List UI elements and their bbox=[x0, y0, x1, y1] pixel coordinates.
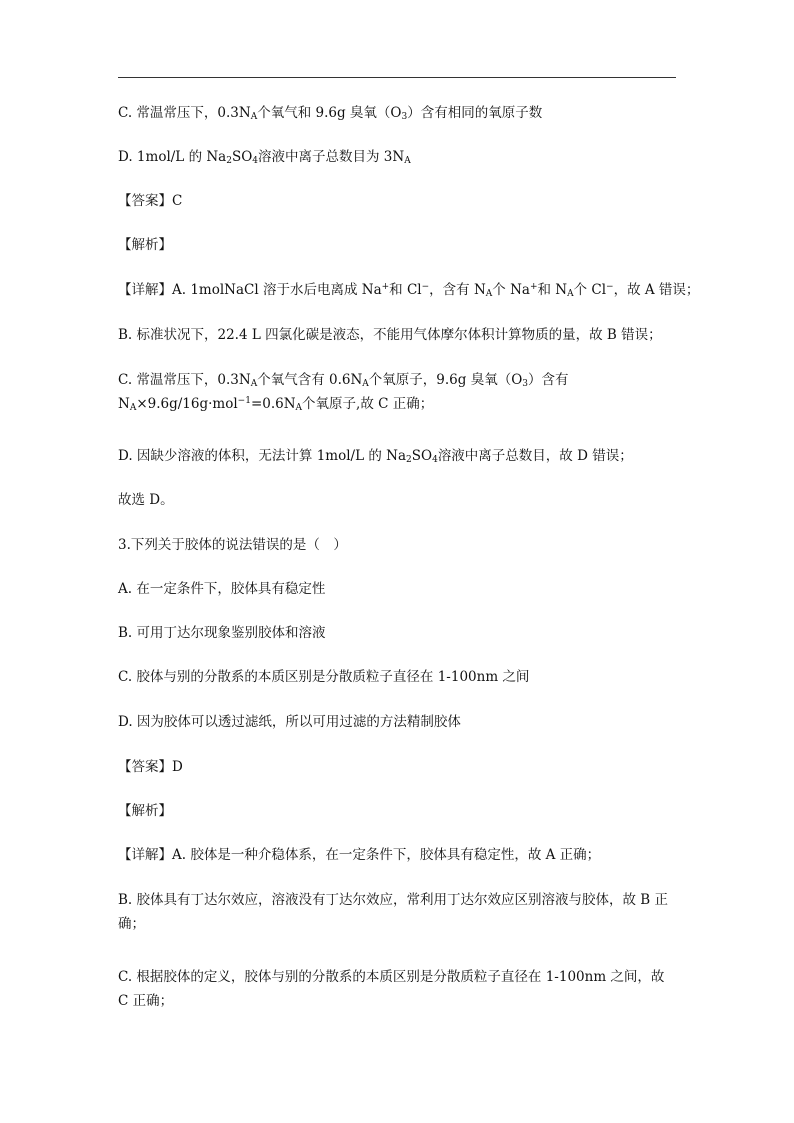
q2-option-d: D. 1mol/L 的 $Na_2SO_4$溶液中离子总数目为 $3N_A$ bbox=[118, 149, 411, 166]
q3-option-a: A. 在一定条件下，胶体具有稳定性 bbox=[118, 581, 326, 597]
q3-detail-b: B. 胶体具有丁达尔效应，溶液没有丁达尔效应，常利用丁达尔效应区别溶液与胶体，故 B 正确； bbox=[118, 892, 669, 932]
q2-detail-c: C. 常温常压下，$0.3N_A$个氧气含有 $0.6N_A$个氧原子，9.6g 臭氧$(O_3)$含有 $N_A\times 9.6g/16g\cdot mol^{-1}=0.6N_A$个氧原子,故 C 正确； bbox=[118, 372, 569, 413]
q2-detail-d: D. 因缺少溶液的体积，无法计算 1mol/L 的 $Na_2SO_4$溶液中离子总数目，故 D 错误； bbox=[118, 448, 633, 465]
q3-detail-c: C. 根据胶体的定义，胶体与别的分散系的本质区别是分散质粒子直径在 1-100nm 之间，故 C 正确； bbox=[118, 969, 665, 1009]
q2-answer: 【答案】C bbox=[118, 193, 183, 209]
q3-option-b: B. 可用丁达尔现象鉴别胶体和溶液 bbox=[118, 625, 326, 641]
q2-option-c: C. 常温常压下，$0.3N_A$个氧气和 9.6g 臭氧$(O_3)$含有相同的氧原子数 bbox=[118, 105, 543, 122]
q3-option-d: D. 因为胶体可以透过滤纸，所以可用过滤的方法精制胶体 bbox=[118, 714, 461, 730]
q2-detail-a: 【详解】A. 1molNaCl 溶于水后电离成 Na+和 Cl−，含有 $N_A$个 Na+和 $N_A$个 Cl−，故 A 错误； bbox=[118, 282, 700, 299]
q2-detail-b: B. 标准状况下，22.4 L 四氯化碳是液态，不能用气体摩尔体积计算物质的量，故 B 错误； bbox=[118, 327, 662, 343]
q2-analysis-heading: 【解析】 bbox=[118, 237, 172, 253]
q3-answer: 【答案】D bbox=[118, 759, 183, 775]
q3-option-c: C. 胶体与别的分散系的本质区别是分散质粒子直径在 1-100nm 之间 bbox=[118, 669, 530, 685]
q3-detail-a: 【详解】A. 胶体是一种介稳体系，在一定条件下，胶体具有稳定性，故 A 正确； bbox=[118, 847, 601, 863]
q3-analysis-heading: 【解析】 bbox=[118, 803, 172, 819]
q3-question: 3.下列关于胶体的说法错误的是（ ） bbox=[118, 537, 347, 553]
header-rule bbox=[118, 77, 676, 78]
q2-conclusion: 故选 D。 bbox=[118, 492, 174, 508]
